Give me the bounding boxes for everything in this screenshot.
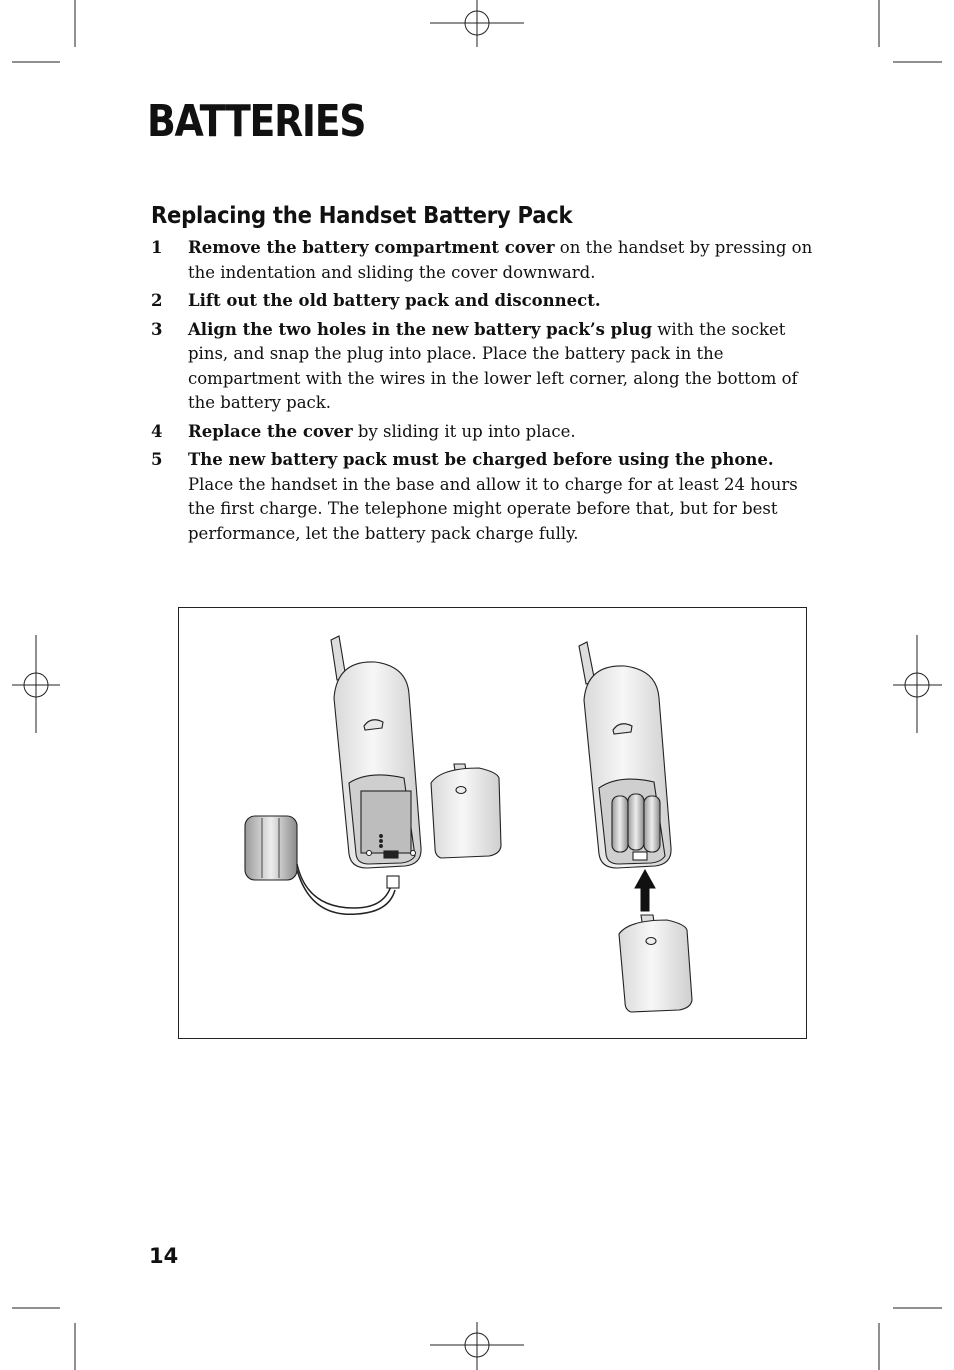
step-text: Place the handset in the base and allow it to charge for at least 24 hours the first charge. The telephone might operate before that, but for best performance, let the battery pack charge fully. [188,474,798,543]
section-title: BATTERIES [147,96,366,147]
step-text: by sliding it up into place. [352,421,576,441]
handset-with-battery-icon [579,642,671,868]
step-item [151,289,816,314]
battery-cover-removed-icon [431,764,501,858]
battery-cover-install-icon [619,915,692,1012]
step-text: with the socket pins, and snap the plug into place. Place the battery pack in the compartment with the wires in the lower left corner, along the bottom of the battery pack. [188,319,798,412]
registration-mark-right [893,635,942,733]
page-number: 14 [149,1244,179,1268]
step-emphasis: The new battery pack must be charged before using the phone. [188,450,774,469]
step-number: 5 [151,450,163,469]
battery-illustration [178,607,807,1039]
step-number: 4 [151,421,163,441]
arrow-up-icon [635,870,655,911]
step-emphasis: Align the two holes in the new battery pack’s plug [188,319,652,339]
step-number: 3 [151,319,163,339]
registration-mark-left [12,635,60,733]
steps-list [151,236,816,550]
registration-mark-bottom [430,1322,524,1370]
step-item [151,448,816,546]
subsection-heading: Replacing the Handset Battery Pack [151,203,573,229]
step-item [151,318,816,416]
step-number: 2 [151,291,163,310]
registration-mark-top [430,0,524,47]
step-item [151,236,816,285]
step-emphasis: Lift out the old battery pack and disconnect. [188,291,601,310]
step-emphasis: Remove the battery compartment cover [188,238,555,257]
battery-replacement-diagram [179,608,806,1038]
step-emphasis: Replace the cover [188,421,353,441]
step-text: on the handset by pressing on the indentation and sliding the cover downward. [188,238,813,282]
handset-open-icon [331,636,421,868]
step-item [151,420,816,445]
step-number: 1 [151,238,163,257]
